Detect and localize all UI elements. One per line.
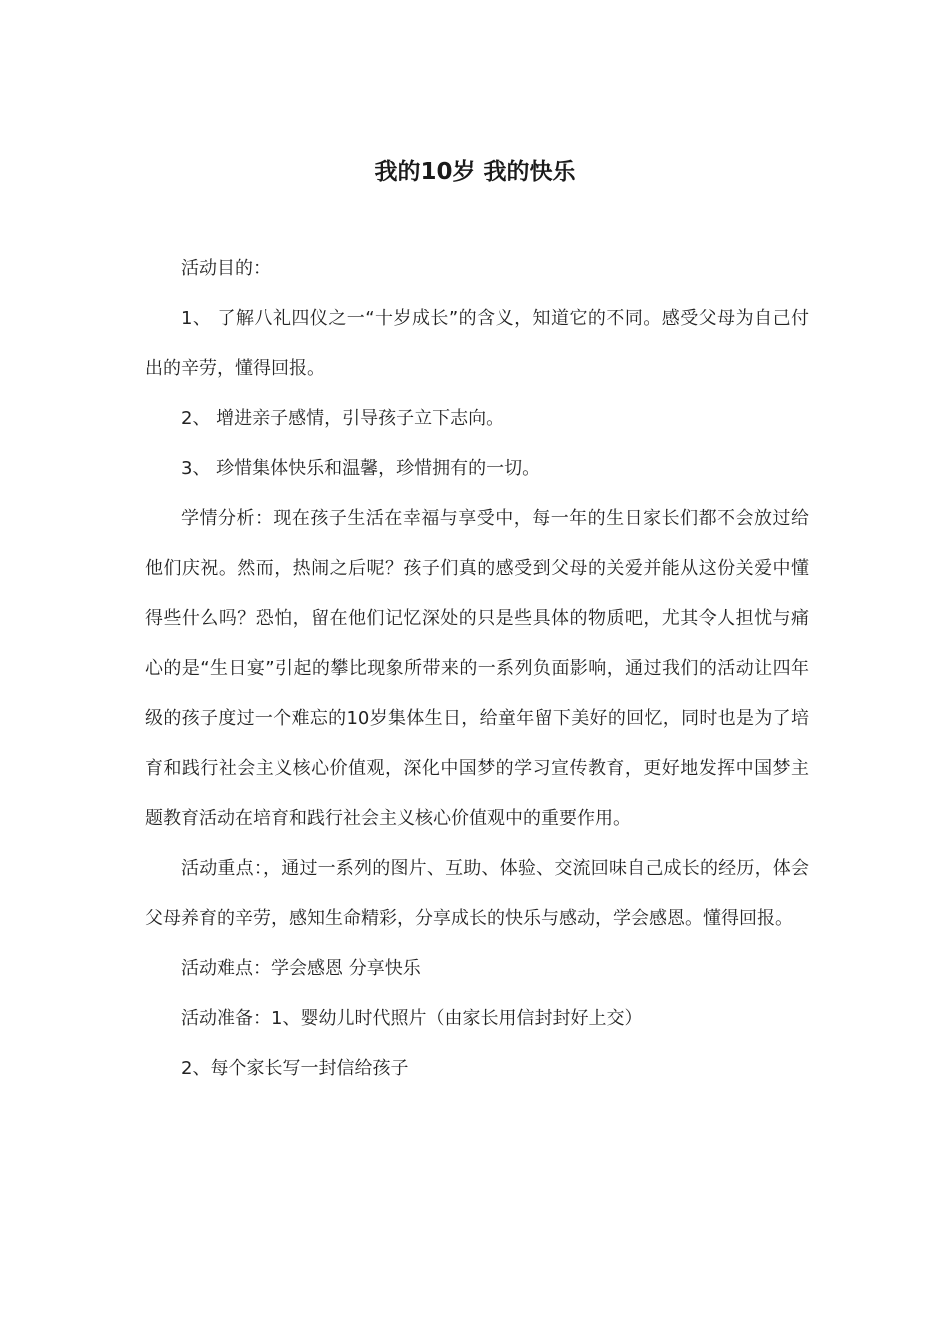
- paragraph-preparation-1: 活动准备：1、婴幼儿时代照片（由家长用信封封好上交）: [181, 1008, 643, 1029]
- paragraph-objective-1: 1、 了解八礼四仪之一“十岁成长”的含义，知道它的不同。感受父母为自己付出的辛劳，懂得回报。: [145, 308, 809, 379]
- paragraph-objective-3: 3、 珍惜集体快乐和温馨，珍惜拥有的一切。: [181, 458, 541, 479]
- paragraph-preparation-2: 2、每个家长写一封信给孩子: [181, 1058, 409, 1079]
- document-body: [145, 244, 809, 1094]
- paragraph-difficulties: 活动难点：学会感恩 分享快乐: [181, 958, 421, 979]
- paragraph-student-analysis: 学情分析：现在孩子生活在幸福与享受中，每一年的生日家长们都不会放过给他们庆祝。然而，热闹之后呢？孩子们真的感受到父母的关爱并能从这份关爱中懂得些什么吗？恐怕，留在他们记忆深处的只是些具体的物质吧，尤其令人担忧与痛心的是“生日宴”引起的攀比现象所带来的一系列负面影响，通过我们的活动让四年级的孩子度过一个难忘的10岁集体生日，给童年留下美好的回忆，同时也是为了培育和践行社会主义核心价值观，深化中国梦的学习宣传教育，更好地发挥中国梦主题教育活动在培育和践行社会主义核心价值观中的重要作用。: [145, 508, 809, 829]
- paragraph-objective-2: 2、 增进亲子感情，引导孩子立下志向。: [181, 408, 505, 429]
- paragraph-objectives-heading: 活动目的：: [181, 258, 271, 279]
- document-title: 我的10岁 我的快乐: [374, 159, 576, 185]
- paragraph-key-points: 活动重点：，通过一系列的图片、互助、体验、交流回味自己成长的经历，体会父母养育的辛劳，感知生命精彩，分享成长的快乐与感动，学会感恩。懂得回报。: [145, 858, 809, 929]
